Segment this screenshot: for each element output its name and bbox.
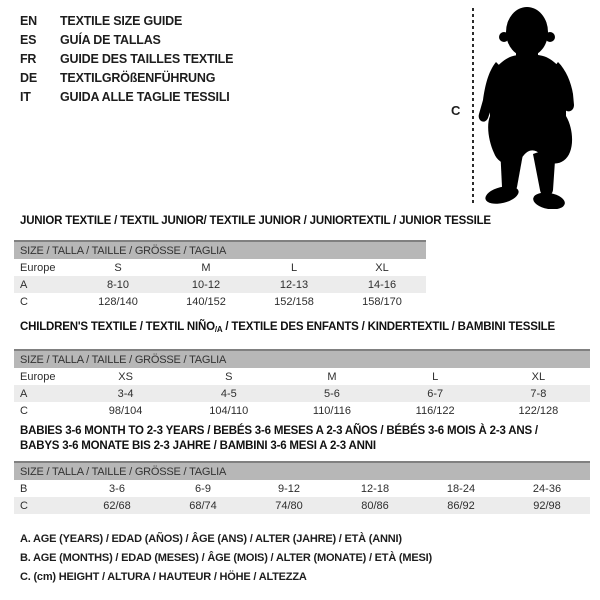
table-cell: 6-7 <box>427 387 444 400</box>
table-cell: XL <box>375 261 389 274</box>
childrens-size-table <box>14 349 590 419</box>
language-title-block <box>20 11 233 106</box>
language-code: IT <box>20 89 31 104</box>
legend-item-a: A. AGE (YEARS) / EDAD (AÑOS) / ÂGE (ANS) / ALTER (JAHRE) / ETÀ (ANNI) <box>20 533 402 545</box>
language-code: FR <box>20 51 37 66</box>
table-row-europe <box>14 368 590 385</box>
childrens-textile-section <box>14 320 590 419</box>
legend-item-c: C. (cm) HEIGHT / ALTURA / HAUTEUR / HÖHE / ALTEZZA <box>20 571 307 583</box>
row-label: A <box>20 278 28 291</box>
height-measure-label: C <box>451 103 461 118</box>
table-cell: XS <box>118 370 133 383</box>
title-text: / TEXTILE DES ENFANTS / KINDERTEXTIL / BAMBINI TESSILE <box>222 321 555 333</box>
table-cell: 3-4 <box>117 387 134 400</box>
table-cell: 152/158 <box>274 295 314 308</box>
table-cell: 12-18 <box>360 482 390 495</box>
table-cell: 8-10 <box>106 278 130 291</box>
row-label: C <box>20 295 28 308</box>
table-cell: S <box>114 261 122 274</box>
table-cell: 9-12 <box>277 482 301 495</box>
language-code: EN <box>20 13 37 28</box>
table-row-age <box>14 385 590 402</box>
title-text: CHILDREN'S TEXTILE / TEXTIL NIÑO <box>20 321 215 333</box>
childrens-table-title <box>14 320 590 337</box>
guide-title: TEXTILE SIZE GUIDE <box>60 13 183 28</box>
table-cell: 3-6 <box>109 482 125 495</box>
row-label: Europe <box>20 370 56 383</box>
table-cell: 116/122 <box>415 404 455 417</box>
table-cell: 158/170 <box>362 295 402 308</box>
table-cell: 14-16 <box>367 278 397 291</box>
title-line-1: BABIES 3-6 MONTH TO 2-3 YEARS / BEBÉS 3-6 MESES A 2-3 AÑOS / BÉBÉS 3-6 MOIS À 2-3 ANS / <box>20 425 538 437</box>
junior-textile-section <box>14 214 491 310</box>
table-cell: 140/152 <box>186 295 226 308</box>
table-cell: M <box>327 370 337 383</box>
babies-textile-section <box>14 424 590 514</box>
babies-table-title <box>14 424 590 454</box>
size-header-bar: SIZE / TALLA / TAILLE / GRÖSSE / TAGLIA <box>14 350 590 368</box>
table-cell: S <box>225 370 233 383</box>
table-row-age <box>14 276 426 293</box>
table-row-height <box>14 497 590 514</box>
table-cell: 86/92 <box>447 499 475 512</box>
table-cell: 18-24 <box>446 482 476 495</box>
title-line-2: BABYS 3-6 MONATE BIS 2-3 JAHRE / BAMBINI 3-6 MESI A 2-3 ANNI <box>20 440 376 452</box>
size-header-bar: SIZE / TALLA / TAILLE / GRÖSSE / TAGLIA <box>14 462 590 480</box>
language-row-es <box>20 30 233 49</box>
measurement-legend <box>20 530 432 587</box>
table-cell: M <box>201 261 211 274</box>
table-cell: 12-13 <box>279 278 309 291</box>
legend-item-b: B. AGE (MONTHS) / EDAD (MESES) / ÂGE (MOIS) / ALTER (MONATE) / ETÀ (MESI) <box>20 552 432 564</box>
table-row-age-months <box>14 480 590 497</box>
row-label: Europe <box>20 261 56 274</box>
table-row-height <box>14 402 590 419</box>
table-cell: 110/116 <box>312 404 352 417</box>
language-row-de <box>20 68 233 87</box>
table-cell: 5-6 <box>324 387 340 400</box>
table-cell: 122/128 <box>518 404 559 417</box>
junior-size-table <box>14 240 426 310</box>
table-cell: 24-36 <box>532 482 562 495</box>
table-cell: 62/68 <box>103 499 131 512</box>
baby-silhouette-icon <box>478 4 598 209</box>
table-cell: 104/110 <box>209 404 249 417</box>
table-cell: 7-8 <box>530 387 547 400</box>
table-cell: L <box>290 261 298 274</box>
guide-title: GUIDE DES TAILLES TEXTILE <box>60 51 234 66</box>
table-cell: 6-9 <box>195 482 211 495</box>
junior-table-title: JUNIOR TEXTILE / TEXTIL JUNIOR/ TEXTILE JUNIOR / JUNIORTEXTIL / JUNIOR TESSILE <box>20 215 491 227</box>
table-cell: 74/80 <box>275 499 303 512</box>
row-label: B <box>20 482 28 495</box>
language-row-it <box>20 87 233 106</box>
guide-title: GUIDA ALLE TAGLIE TESSILI <box>60 89 230 104</box>
table-cell: 10-12 <box>191 278 221 291</box>
table-cell: 98/104 <box>108 404 143 417</box>
language-row-en <box>20 11 233 30</box>
guide-title: TEXTILGRÖßENFÜHRUNG <box>60 70 216 85</box>
table-cell: 80/86 <box>361 499 389 512</box>
guide-title: GUÍA DE TALLAS <box>60 32 161 47</box>
row-label: C <box>20 499 28 512</box>
size-header-bar: SIZE / TALLA / TAILLE / GRÖSSE / TAGLIA <box>14 241 426 259</box>
language-code: DE <box>20 70 37 85</box>
height-measure-dotted-line <box>472 8 474 206</box>
table-cell: 128/140 <box>98 295 138 308</box>
table-row-height <box>14 293 426 310</box>
language-code: ES <box>20 32 37 47</box>
table-cell: L <box>432 370 439 383</box>
table-row-europe <box>14 259 426 276</box>
table-cell: 68/74 <box>189 499 217 512</box>
table-cell: XL <box>531 370 546 383</box>
babies-size-table <box>14 461 590 514</box>
height-measure-figure <box>445 0 600 215</box>
table-cell: 4-5 <box>220 387 237 400</box>
title-subscript: /A <box>214 325 223 334</box>
row-label: A <box>20 387 28 400</box>
language-row-fr <box>20 49 233 68</box>
table-cell: 92/98 <box>533 499 561 512</box>
row-label: C <box>20 404 28 417</box>
